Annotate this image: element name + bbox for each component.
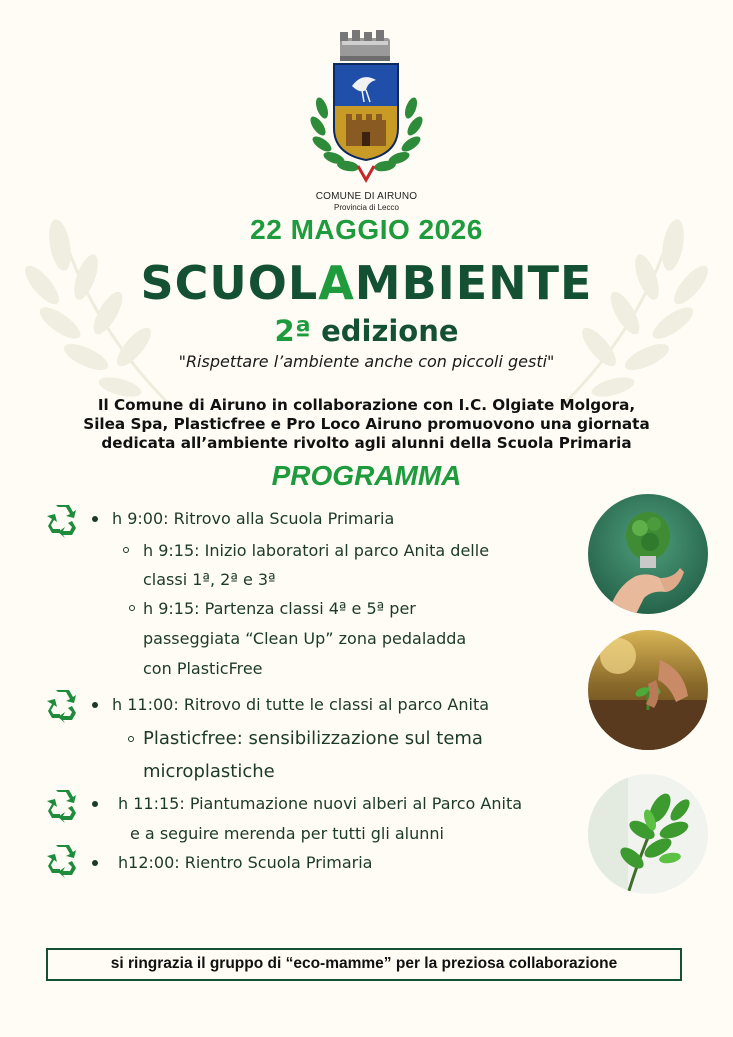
motto: "Rispettare l’ambiente anche con piccoli gesti" bbox=[178, 352, 555, 371]
title-part-1: SCUOL bbox=[140, 256, 319, 310]
bullet-circle bbox=[128, 736, 134, 742]
program-subitem-line: microplastiche bbox=[143, 761, 275, 782]
program-subitem-line: passeggiata “Clean Up” zona pedaladda bbox=[143, 629, 467, 648]
program-subitem-line: h 9:15: Partenza classi 4ª e 5ª per bbox=[143, 599, 416, 618]
programma-heading: PROGRAMMA bbox=[271, 460, 462, 491]
edition-text: edizione bbox=[311, 314, 459, 348]
intro-line: dedicata all’ambiente rivolto agli alunni della Scuola Primaria bbox=[101, 434, 632, 452]
title-part-2: MBIENTE bbox=[354, 256, 593, 310]
edition-number: 2ª bbox=[274, 314, 311, 348]
program-item-11-00: h 11:00: Ritrovo di tutte le classi al parco Anita bbox=[112, 695, 490, 714]
program-subitem-line: h 9:15: Inizio laboratori al parco Anita delle bbox=[143, 541, 490, 560]
program-subitem-line: classi 1ª, 2ª e 3ª bbox=[143, 570, 276, 589]
recycle-icon bbox=[44, 843, 80, 879]
hands-planting-seedling-photo bbox=[588, 630, 708, 750]
program-item-9-00: h 9:00: Ritrovo alla Scuola Primaria bbox=[112, 509, 395, 528]
bullet-dot bbox=[92, 702, 98, 708]
program-subitem-line: con PlasticFree bbox=[143, 659, 263, 678]
coat-of-arms-icon bbox=[0, 28, 733, 188]
event-date: 22 MAGGIO 2026 bbox=[250, 214, 483, 245]
bullet-circle bbox=[129, 605, 135, 611]
recycle-icon bbox=[44, 788, 80, 824]
bullet-dot bbox=[92, 801, 98, 807]
program-item-11-15: h 11:15: Piantumazione nuovi alberi al Parco Anita bbox=[118, 794, 523, 813]
recycle-icon bbox=[44, 503, 80, 539]
comune-caption: COMUNE DI AIRUNO bbox=[315, 191, 418, 202]
thanks-text: si ringrazia il gruppo di “eco-mamme” per la preziosa collaborazione bbox=[110, 955, 618, 972]
intro-paragraph bbox=[30, 396, 703, 453]
intro-line: Silea Spa, Plasticfree e Pro Loco Airuno promuovono una giornata bbox=[83, 415, 650, 433]
bullet-dot bbox=[92, 516, 98, 522]
title-highlight-letter: A bbox=[318, 256, 355, 310]
bullet-dot bbox=[92, 860, 98, 866]
intro-line: Il Comune di Airuno in collaborazione con I.C. Olgiate Molgora, bbox=[97, 396, 636, 414]
program-subitem-line: Plasticfree: sensibilizzazione sul tema bbox=[143, 728, 483, 749]
recycle-icon bbox=[44, 688, 80, 724]
provincia-caption: Provincia di Lecco bbox=[334, 203, 399, 212]
program-item-12-00: h12:00: Rientro Scuola Primaria bbox=[118, 853, 373, 872]
green-plant-leaves-photo bbox=[588, 774, 708, 894]
hand-holding-green-bulb-photo bbox=[588, 494, 708, 614]
edition-label bbox=[0, 314, 733, 348]
bullet-circle bbox=[123, 547, 129, 553]
event-title bbox=[0, 256, 733, 310]
program-item-11-15-continued: e a seguire merenda per tutti gli alunni bbox=[130, 824, 444, 843]
